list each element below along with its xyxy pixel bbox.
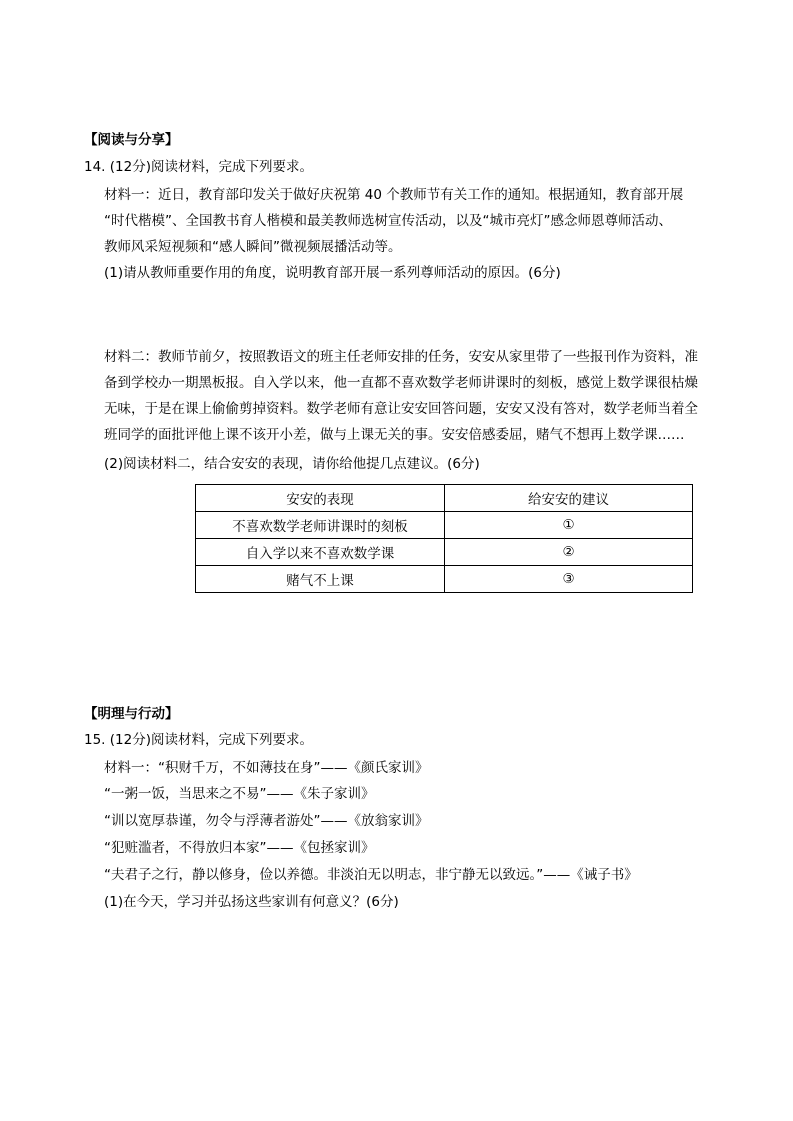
table-header: 安安的表现 <box>196 485 445 512</box>
table-row <box>196 566 693 593</box>
table-row <box>196 539 693 566</box>
quote-line: “训以宽厚恭谨，勿令与浮薄者游处”——《放翁家训》 <box>104 813 429 829</box>
sub-question: (1)请从教师重要作用的角度，说明教育部开展一系列尊师活动的原因。(6分) <box>104 265 561 281</box>
table-cell: ② <box>445 539 693 566</box>
table-cell: 赌气不上课 <box>196 566 445 593</box>
material-line: 教师风采短视频和“感人瞬间”微视频展播活动等。 <box>104 239 402 255</box>
material-line: 无味，于是在课上偷偷剪掉资料。数学老师有意让安安回答问题，安安又没有答对，数学老师当着全 <box>104 401 698 417</box>
sub-question: (1)在今天，学习并弘扬这些家训有何意义？(6分) <box>104 894 399 910</box>
question-15: 15. (12分)阅读材料，完成下列要求。 <box>84 732 313 748</box>
material-line: 备到学校办一期黑板报。自入学以来，他一直都不喜欢数学老师讲课时的刻板，感觉上数学课很枯燥 <box>104 375 698 391</box>
quote-line: “犯赃滥者，不得放归本家”——《包拯家训》 <box>104 840 375 856</box>
quote-line: “夫君子之行，静以修身，俭以养德。非淡泊无以明志，非宁静无以致远。”——《诫子书》 <box>104 867 638 883</box>
table-cell: 不喜欢数学老师讲课时的刻板 <box>196 512 445 539</box>
section-heading: 【明理与行动】 <box>84 706 179 722</box>
table-cell: ③ <box>445 566 693 593</box>
material-line: “时代楷模”、全国教书育人楷模和最美教师选树宣传活动，以及“城市亮灯”感念师恩尊师活动、 <box>104 213 672 229</box>
table-header-row <box>196 485 693 512</box>
material-line: 班同学的面批评他上课不该开小差，做与上课无关的事。安安倍感委屈，赌气不想再上数学课…… <box>104 427 685 443</box>
table-header: 给安安的建议 <box>445 485 693 512</box>
question-14: 14. (12分)阅读材料，完成下列要求。 <box>84 159 313 175</box>
material-line: 材料二：教师节前夕，按照教语文的班主任老师安排的任务，安安从家里带了一些报刊作为资料，准 <box>104 349 698 365</box>
section-heading: 【阅读与分享】 <box>84 132 179 148</box>
sub-question: (2)阅读材料二，结合安安的表现，请你给他提几点建议。(6分) <box>104 456 480 472</box>
table-cell: 自入学以来不喜欢数学课 <box>196 539 445 566</box>
quote-line: “一粥一饭，当思来之不易”——《朱子家训》 <box>104 786 375 802</box>
suggestion-table <box>195 484 693 593</box>
quote-line: 材料一：“积财千万，不如薄技在身”——《颜氏家训》 <box>104 760 429 776</box>
table-row <box>196 512 693 539</box>
table-cell: ① <box>445 512 693 539</box>
material-line: 材料一：近日，教育部印发关于做好庆祝第 40 个教师节有关工作的通知。根据通知，教育部开展 <box>104 187 684 203</box>
